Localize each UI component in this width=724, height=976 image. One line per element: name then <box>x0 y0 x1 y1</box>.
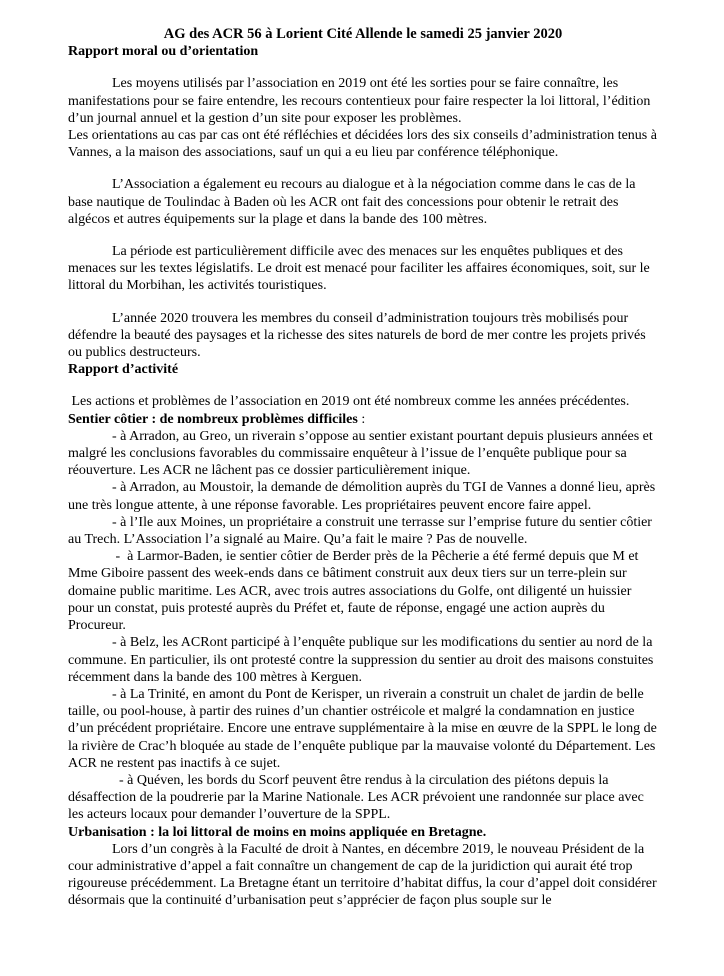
section-heading-urbanisation: Urbanisation : la loi littoral de moins en moins appliquée en Bretagne. <box>68 824 487 840</box>
section-heading-sentier-cotier <box>68 411 658 428</box>
list-item: - à Arradon, au Greo, un riverain s’oppose au sentier existant pourtant depuis plusieurs années et malgré les conclusions favorables du commissaire enquêteur à l’issue de l’enquête publique pour sa réouverture. Les ACR ne lâchent pas ce dossier particulièrement inique. <box>68 428 657 479</box>
heading-colon-suffix: : <box>357 411 366 427</box>
paragraph: L’Association a également eu recours au dialogue et à la négociation comme dans le cas de la base nautique de Toulindac à Baden où les ACR ont fait des concessions pour obtenir le retrait des algécos et autres équipements sur la plage et dans la bande des 100 mètres. <box>68 177 640 227</box>
section-rapport-activite <box>68 361 658 410</box>
document-title: AG des ACR 56 à Lorient Cité Allende le samedi 25 janvier 2020 <box>163 26 563 42</box>
paragraph: Lors d’un congrès à la Faculté de droit à Nantes, en décembre 2019, le nouveau Président de la cour administrative d’appel a fait connaître un changement de cap de la juridiction qui aurait été trop rigoureuse précédemment. La Bretagne étant un territoire d’habitat diffus, la cour d’appel doit considérer désormais que la continuité d’urbanisation peut s’apprécier de façon plus souple sur le <box>68 841 661 909</box>
section-rapport-moral <box>68 43 661 361</box>
paragraph: Les actions et problèmes de l’association en 2019 ont été nombreux comme les années précédentes. <box>68 394 630 410</box>
paragraph: L’année 2020 trouvera les membres du conseil d’administration toujours très mobilisés pour défendre la beauté des paysages et la richesse des sites naturels de bord de mer contre les projets privés ou publics destructeurs. <box>68 310 650 361</box>
list-item: - à Arradon, au Moustoir, la demande de démolition auprès du TGI de Vannes a donné lieu, après une très longue attente, à une réponse favorable. Les propriétaires peuvent encore faire appel. <box>68 480 659 513</box>
paragraph: La période est particulièrement difficile avec des menaces sur les enquêtes publiques et des menaces sur les textes législatifs. Le droit est menacé pour faciliter les affaires économiques, soit, sur le littoral du Morbihan, les activités touristiques. <box>68 244 654 294</box>
list-item: - à Larmor-Baden, ie sentier côtier de Berder près de la Pêcherie a été fermé depuis que M et Mme Giboire passent des week-ends dans ce bâtiment construit aux deux tiers sur un terre-plein sur domaine public maritime. Les ACR, avec trois autres associations du Golfe, ont diligenté un huissier pour un constat, puis protesté auprès du Préfet et, faute de réponse, engagé une action auprès du Procureur. <box>68 549 642 634</box>
section-heading-rapport-activite: Rapport d’activité <box>68 362 179 378</box>
list-item: - à La Trinité, en amont du Pont de Kerisper, un riverain a construit un chalet de jardin de belle taille, ou pool-house, à partir des ruines d’un chantier ostréicole et malgré la condamnation en justice d’un précédent propriétaire. Encore une entrave supplémentaire à la mise en œuvre de la SPPL le long de la rivière de Crac’h bloquée au stade de l’enquête publique par la mauvaise volonté du Département. Les ACR ne restent pas inactifs à ce sujet. <box>68 686 661 771</box>
heading-bold-text: Sentier côtier : de nombreux problèmes difficiles <box>68 411 358 427</box>
list-item: - à l’Ile aux Moines, un propriétaire a construit une terrasse sur l’emprise future du sentier côtier au Trech. L’Association l’a signalé au Maire. Qu’a fait le maire ? Pas de nouvelle. <box>68 514 656 548</box>
section-urbanisation <box>68 824 661 910</box>
list-item: - à Quéven, les bords du Scorf peuvent être rendus à la circulation des piétons depuis la désaffection de la poudrerie par la Marine Nationale. Les ACR prévoient une randonnée sur place avec les acteurs locaux pour demander l’ouverture de la SPPL. <box>68 772 648 823</box>
paragraph: Les orientations au cas par cas ont été réfléchies et décidées lors des six conseils d’administration tenus à Vannes, a la maison des associations, sauf un qui a eu lieu par conférence téléphonique. <box>68 128 661 161</box>
paragraph: Les moyens utilisés par l’association en 2019 ont été les sorties pour se faire connaître, les manifestations pour se faire entendre, les recours contentieux pour faire respecter la loi littoral, l’édition d’un journal annuel et la gestion d’un site pour exposer les problèmes. <box>68 76 654 126</box>
section-heading-rapport-moral: Rapport moral ou d’orientation <box>68 44 259 60</box>
section-sentier-cotier <box>68 411 661 824</box>
list-item: - à Belz, les ACRont participé à l’enquête publique sur les modifications du sentier au nord de la commune. En particulier, ils ont protesté contre la suppression du sentier au droit des maisons constuites récemment dans la bande des 100 mètres à Kerguen. <box>68 635 657 685</box>
